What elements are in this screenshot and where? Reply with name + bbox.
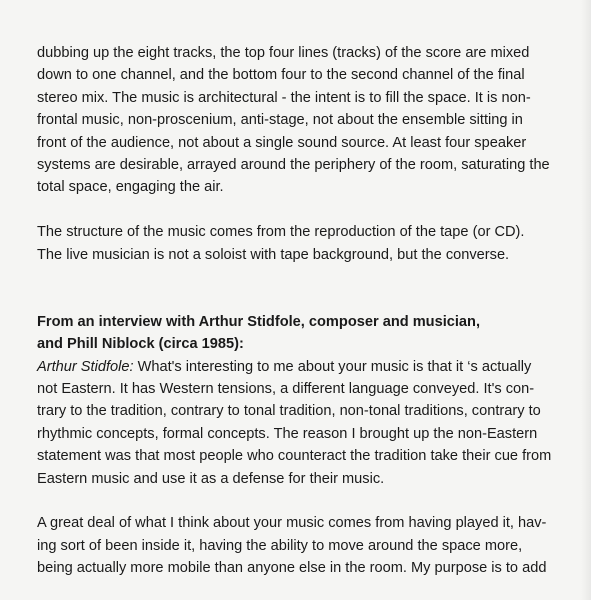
paragraph-gap — [37, 199, 557, 221]
text-line: total space, engaging the air. — [37, 179, 224, 196]
section-gap — [37, 266, 557, 311]
text-line: systems are desirable, arrayed around the periphery of the room, saturating the — [37, 157, 550, 174]
text-line: rhythmic concepts, formal concepts. The reason I brought up the non-Eastern — [37, 425, 538, 442]
text-line: trary to the tradition, contrary to tonal tradition, non-tonal traditions, contrary to — [37, 403, 541, 420]
text-line: being actually more mobile than anyone else in the room. My purpose is to add — [37, 560, 547, 577]
text-line: The structure of the music comes from the reproduction of the tape (or CD). — [37, 224, 525, 241]
text-line: dubbing up the eight tracks, the top four lines (tracks) of the score are mixed — [37, 45, 530, 61]
text-line: frontal music, non-proscenium, anti-stage, not about the ensemble sitting in — [37, 112, 523, 129]
interview-heading-line: and Phill Niblock (circa 1985): — [37, 336, 244, 353]
text-line: stereo mix. The music is architectural - the intent is to fill the space. It is non- — [37, 89, 531, 106]
text-line: not Eastern. It has Western tensions, a different language conveyed. It's con- — [37, 381, 535, 398]
text-line: statement was that most people who counteract the tradition take their cue from — [37, 448, 552, 465]
speaker-label: Arthur Stidfole: — [37, 358, 134, 375]
text-line: ing sort of been inside it, having the ability to move around the space more, — [37, 537, 523, 554]
text-line: front of the audience, not about a single sound source. At least four speaker — [37, 134, 527, 151]
text-line: The live musician is not a soloist with tape background, but the converse. — [37, 246, 510, 263]
body-text — [37, 42, 557, 580]
text-line: A great deal of what I think about your music comes from having played it, hav- — [37, 515, 547, 532]
text-line: Eastern music and use it as a defense for their music. — [37, 470, 385, 487]
interview-first-line — [37, 356, 557, 378]
page-edge-shadow — [581, 0, 591, 600]
speaker-text: What's interesting to me about your music is that it ‘s actually — [133, 358, 532, 375]
paragraph-gap — [37, 490, 557, 512]
text-line: down to one channel, and the bottom four to the second channel of the final — [37, 67, 525, 84]
interview-heading-line: From an interview with Arthur Stidfole, composer and musician, — [37, 313, 481, 330]
